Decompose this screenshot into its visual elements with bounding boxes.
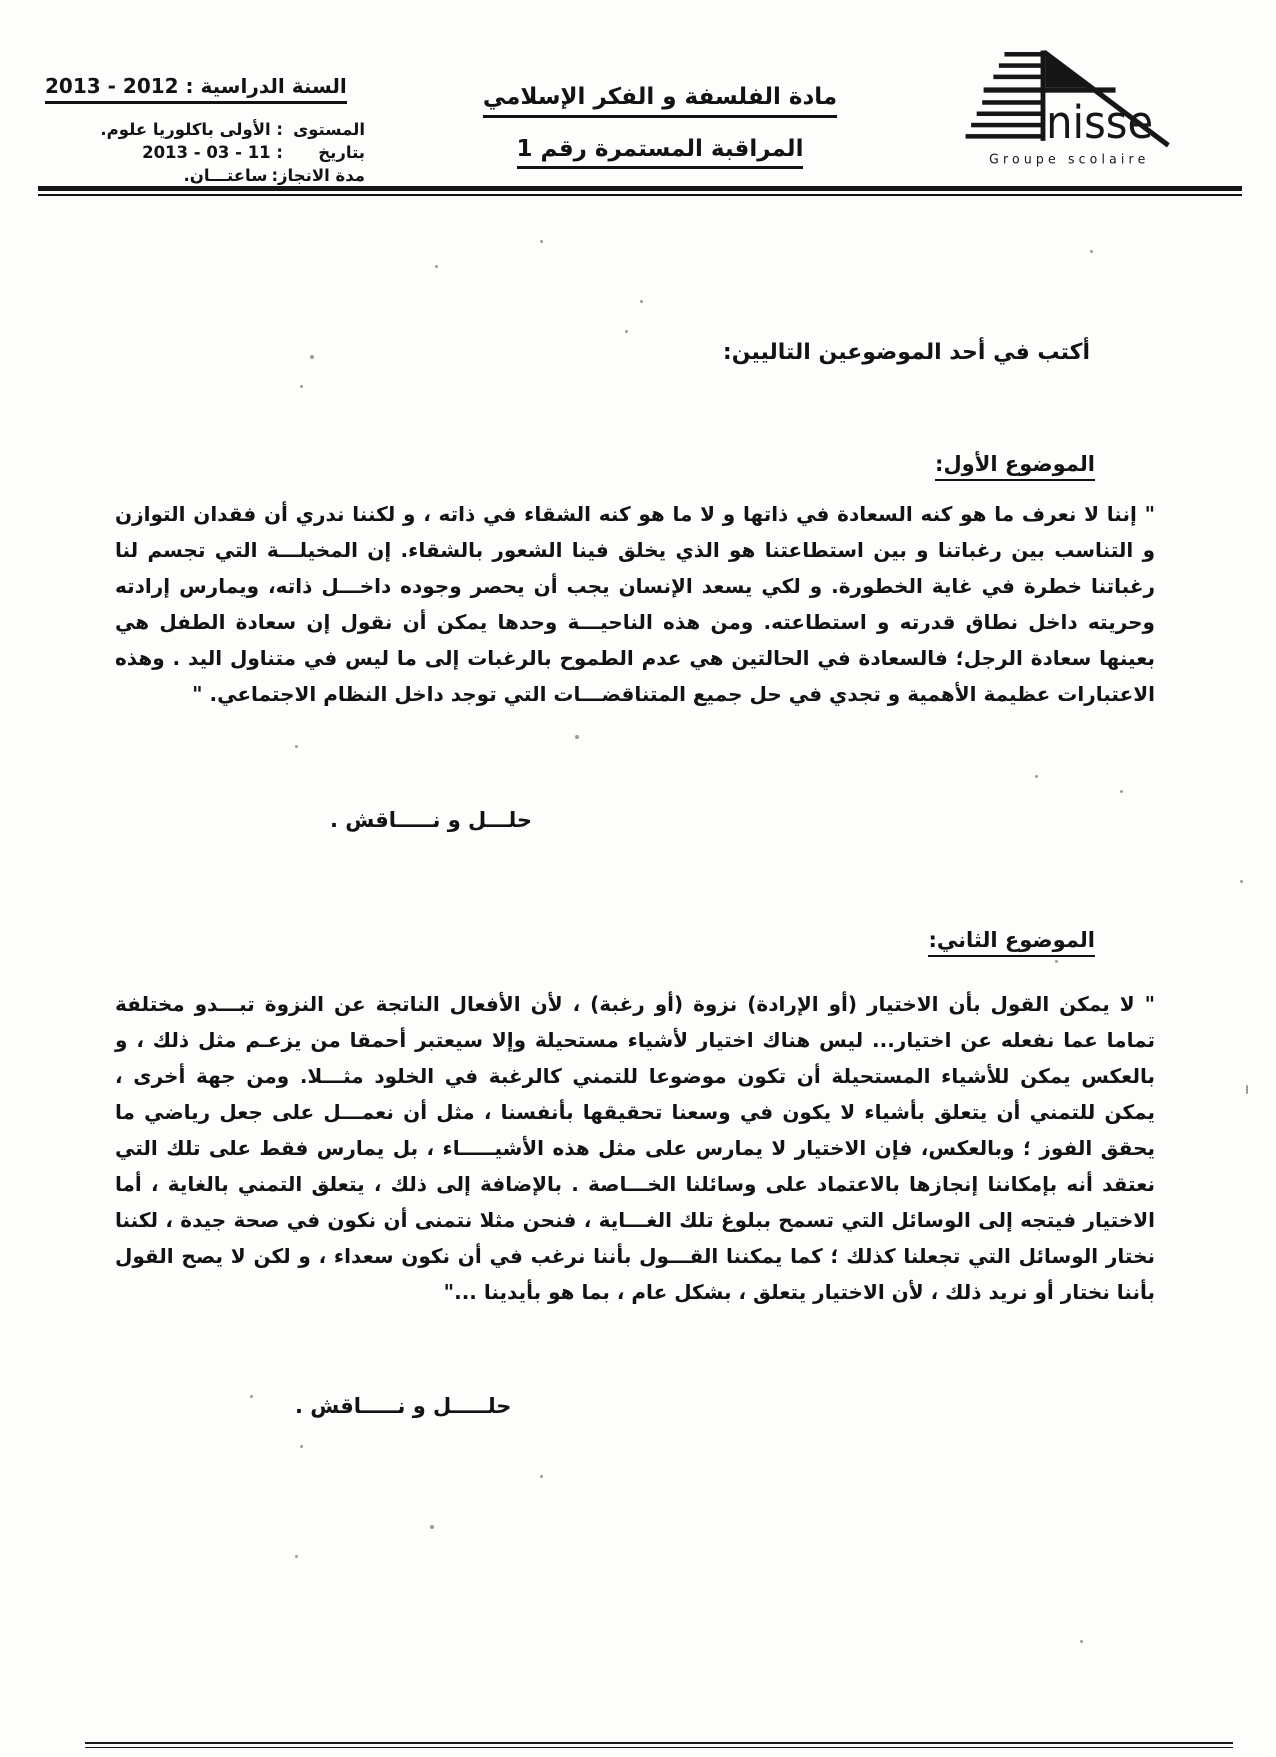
header-titles xyxy=(460,84,860,169)
date-value: : 11 - 03 - 2013 xyxy=(142,143,283,162)
speck xyxy=(435,265,438,268)
speck xyxy=(540,1475,543,1478)
speck xyxy=(1035,775,1038,778)
level-label: المستوى xyxy=(293,120,365,139)
speck xyxy=(250,1395,253,1398)
topic-2-text: " لا يمكن القول بأن الاختيار (أو الإرادة) نزوة (أو رغبة) ، لأن الأفعال الناتجة عن النزوة تبـــدو مختلفة تماما عما نفعله عن اختيار... ليس هناك اختيار لأشياء مستحيلة وإلا سيعتبر أحمقا من يزعـم مثل ذلك ، و بالعكس يمكن للأشياء المستحيلة أن تكون موضوعا للتمني كالرغبة في الخلود مثـــلا. ومن جهة أخرى ، يمكن للتمني أن يتعلق بأشياء لا يكون في وسعنا تحقيقها بأنفسنا ، مثل أن نعمـــل على جعل رياضي ما يحقق الفوز ؛ وبالعكس، فإن الاختيار لا يمارس على مثل هذه الأشيـــــاء ، بل يمارس فقط على تلك التي نعتقد أنه بإمكاننا إنجازها بالاعتماد على وسائلنا الخـــاصة . بالإضافة إلى ذلك ، يتعلق التمني بالغاية ، أما الاختيار فيتجه إلى الوسائل التي تسمح ببلوغ تلك الغـــاية ، فنحن مثلا نتمنى أن نكون في صحة جيدة ، لكننا نختار الوسائل التي تجعلنا كذلك ؛ كما يمكننا القـــول بأننا نرغب في أن نكون سعداء ، و لكن لا يصح القول بأننا نختار أو نريد ذلك ، لأن الاختيار يتعلق ، بشكل عام ، بما هو بأيدينا ..." xyxy=(115,992,1155,1304)
header-divider-thick xyxy=(38,186,1242,191)
speck xyxy=(295,745,298,748)
speck xyxy=(540,240,543,243)
speck xyxy=(1055,960,1058,963)
speck xyxy=(295,1555,298,1558)
info-row-level xyxy=(95,120,365,139)
speck xyxy=(1240,880,1243,883)
topic-2-heading: الموضوع الثاني: xyxy=(928,928,1095,957)
speck xyxy=(300,385,303,388)
date-label: بتاريخ xyxy=(318,143,365,162)
speck xyxy=(310,355,314,359)
speck xyxy=(300,1445,303,1448)
speck xyxy=(430,1525,434,1529)
logo-brand-text: nisse xyxy=(1046,97,1154,150)
anisse-logo-icon xyxy=(935,46,1185,174)
logo-tagline-text: Groupe scolaire xyxy=(989,152,1150,168)
speck xyxy=(640,300,643,303)
speck xyxy=(575,735,579,739)
duration-value: ساعتـــان. xyxy=(183,166,268,185)
duration-label: مدة الانجاز: xyxy=(271,166,365,185)
subject-title: مادة الفلسفة و الفكر الإسلامي xyxy=(483,84,837,118)
speck xyxy=(1090,250,1093,253)
instruction-line: أكتب في أحد الموضوعين التاليين: xyxy=(722,340,1090,365)
speck xyxy=(1080,1640,1083,1643)
topic-1-heading: الموضوع الأول: xyxy=(935,452,1095,481)
topic-1-prompt: حلـــل و نـــــاقش . xyxy=(330,808,533,832)
level-value: : الأولى باكلوريا علوم. xyxy=(100,120,283,139)
school-logo xyxy=(935,46,1185,174)
topic-2-prompt: حلـــــل و نـــــاقش . xyxy=(295,1394,512,1418)
speck xyxy=(1246,1085,1248,1094)
exam-title: المراقبة المستمرة رقم 1 xyxy=(517,136,804,169)
school-year: السنة الدراسية : 2012 - 2013 xyxy=(45,74,347,104)
exam-info-block xyxy=(95,120,365,189)
bottom-rule-thin xyxy=(85,1747,1233,1748)
speck xyxy=(1120,790,1123,793)
bottom-rule-thick xyxy=(85,1742,1233,1744)
speck xyxy=(625,330,628,333)
info-row-duration xyxy=(95,166,365,185)
header-divider-thin xyxy=(38,194,1242,196)
topic-1-text: " إننا لا نعرف ما هو كنه السعادة في ذاتها و لا ما هو كنه الشقاء في ذاته ، و لكننا ندري أن فقدان التوازن و التناسب بين رغباتنا و بين استطاعتنا هو الذي يخلق فينا الشعور بالشقاء. إن المخيلـــة التي تجسم لنا رغباتنا خطرة في غاية الخطورة. و لكي يسعد الإنسان يجب أن يحصر وجوده داخـــل ذاته، ويمارس إرادته وحريته داخل نطاق قدرته و استطاعته. ومن هذه الناحيـــة وحدها يمكن أن نقول إن سعادة الطفل هي بعينها سعادة الرجل؛ فالسعادة في الحالتين هي عدم الطموح بالرغبات إلى ما ليس في متناول اليد . وهذه الاعتبارات عظيمة الأهمية و تجدي في حل جميع المتناقضـــات التي توجد داخل النظام الاجتماعي. " xyxy=(115,502,1155,706)
info-row-date xyxy=(95,143,365,162)
